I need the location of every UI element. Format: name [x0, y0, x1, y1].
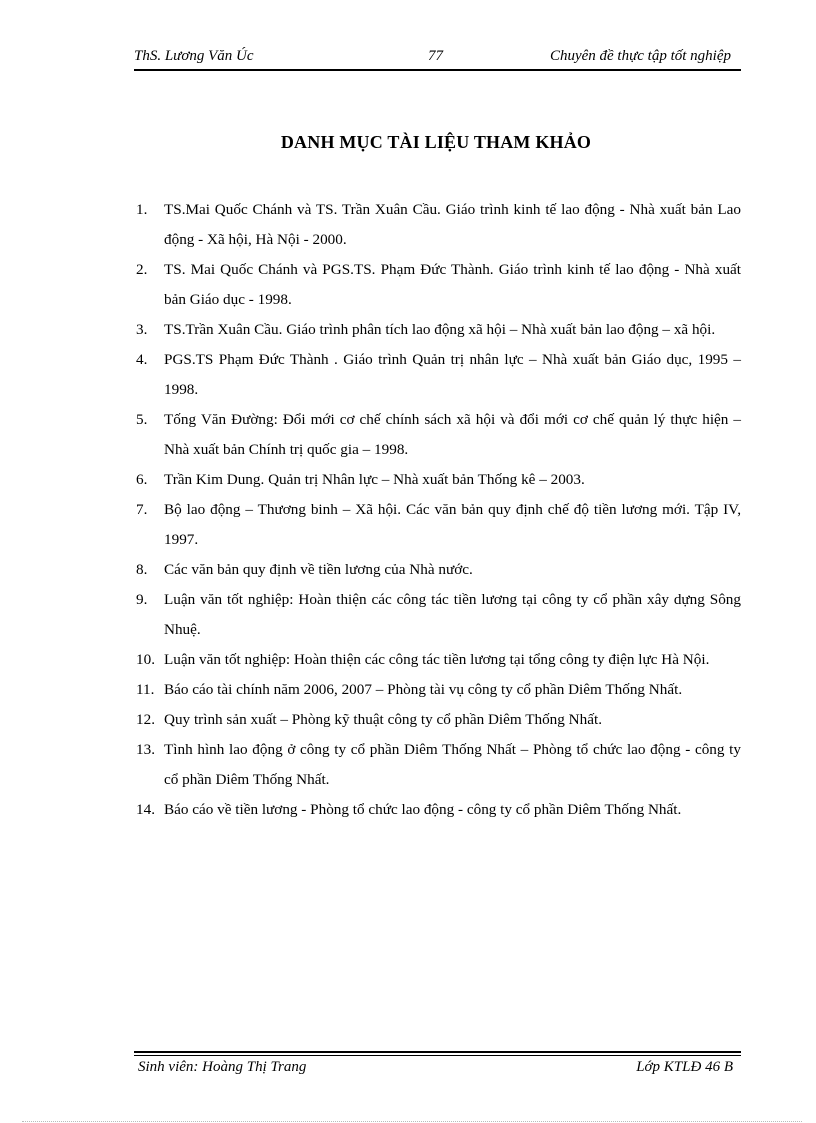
- reference-text: TS. Mai Quốc Chánh và PGS.TS. Phạm Đức Thành. Giáo trình kinh tế lao động - Nhà xuất bản Giáo dục - 1998.: [164, 261, 741, 308]
- reference-text: Tình hình lao động ở công ty cổ phần Diêm Thống Nhất – Phòng tổ chức lao động - công ty cổ phần Diêm Thống Nhất.: [164, 741, 741, 788]
- reference-text: Luận văn tốt nghiệp: Hoàn thiện các công tác tiền lương tại tổng công ty điện lực Hà Nội.: [164, 651, 710, 668]
- reference-number: 11.: [136, 681, 155, 698]
- header-doc-title: Chuyên đề thực tập tốt nghiệp: [549, 48, 731, 64]
- footer-divider-thick: [134, 1051, 741, 1053]
- reference-text: Tống Văn Đường: Đổi mới cơ chế chính sách xã hội và đổi mới cơ chế quản lý thực hiện – Nhà xuất bản Chính trị quốc gia – 1998.: [164, 411, 741, 458]
- reference-number: 8.: [136, 561, 148, 578]
- reference-number: 13.: [136, 741, 155, 758]
- page-edge-divider: [22, 1121, 802, 1122]
- reference-number: 9.: [136, 591, 148, 608]
- reference-item: [136, 195, 741, 255]
- reference-text: Báo cáo tài chính năm 2006, 2007 – Phòng tài vụ công ty cổ phần Diêm Thống Nhất.: [164, 681, 683, 698]
- header-author: ThS. Lương Văn Úc: [134, 48, 254, 64]
- reference-item: [136, 315, 741, 345]
- reference-item: [136, 465, 741, 495]
- reference-item: [136, 675, 741, 705]
- reference-number: 3.: [136, 321, 148, 338]
- reference-number: 4.: [136, 351, 148, 368]
- reference-item: [136, 255, 741, 315]
- header-divider: [134, 69, 741, 71]
- reference-item: [136, 735, 741, 795]
- reference-number: 6.: [136, 471, 148, 488]
- reference-item: [136, 585, 741, 645]
- reference-item: [136, 705, 741, 735]
- footer-class: Lớp KTLĐ 46 B: [636, 1059, 733, 1075]
- reference-number: 12.: [136, 711, 155, 728]
- reference-number: 2.: [136, 261, 148, 278]
- page-title: DANH MỤC TÀI LIỆU THAM KHẢO: [280, 132, 592, 152]
- reference-item: [136, 795, 741, 825]
- reference-number: 7.: [136, 501, 148, 518]
- reference-list: [136, 195, 741, 825]
- reference-item: [136, 345, 741, 405]
- reference-number: 10.: [136, 651, 155, 668]
- page-footer: [134, 1059, 741, 1081]
- reference-text: PGS.TS Phạm Đức Thành . Giáo trình Quản trị nhân lực – Nhà xuất bản Giáo dục, 1995 – 1998.: [164, 351, 741, 398]
- reference-item: [136, 405, 741, 465]
- reference-text: Bộ lao động – Thương binh – Xã hội. Các văn bản quy định chế độ tiền lương mới. Tập IV, 1997.: [164, 501, 741, 548]
- reference-text: TS.Mai Quốc Chánh và TS. Trần Xuân Cầu. Giáo trình kinh tế lao động - Nhà xuất bản Lao động - Xã hội, Hà Nội - 2000.: [164, 201, 741, 248]
- reference-text: Quy trình sản xuất – Phòng kỹ thuật công ty cổ phần Diêm Thống Nhất.: [164, 711, 602, 728]
- reference-text: Luận văn tốt nghiệp: Hoàn thiện các công tác tiền lương tại công ty cổ phần xây dựng Sông Nhuệ.: [164, 591, 741, 638]
- header-page-number: 77: [428, 48, 443, 64]
- footer-divider-thin: [134, 1055, 741, 1056]
- reference-item: [136, 645, 741, 675]
- reference-number: 14.: [136, 801, 155, 818]
- reference-text: Báo cáo về tiền lương - Phòng tổ chức lao động - công ty cổ phần Diêm Thống Nhất.: [164, 801, 682, 818]
- reference-text: TS.Trần Xuân Cầu. Giáo trình phân tích lao động xã hội – Nhà xuất bản lao động – xã hội.: [164, 321, 716, 338]
- page-header: [134, 46, 741, 68]
- reference-text: Trần Kim Dung. Quản trị Nhân lực – Nhà xuất bản Thống kê – 2003.: [164, 471, 585, 488]
- footer-student: Sinh viên: Hoàng Thị Trang: [138, 1059, 307, 1075]
- reference-number: 5.: [136, 411, 148, 428]
- reference-number: 1.: [136, 201, 148, 218]
- reference-item: [136, 555, 741, 585]
- reference-item: [136, 495, 741, 555]
- reference-text: Các văn bản quy định về tiền lương của Nhà nước.: [164, 561, 473, 578]
